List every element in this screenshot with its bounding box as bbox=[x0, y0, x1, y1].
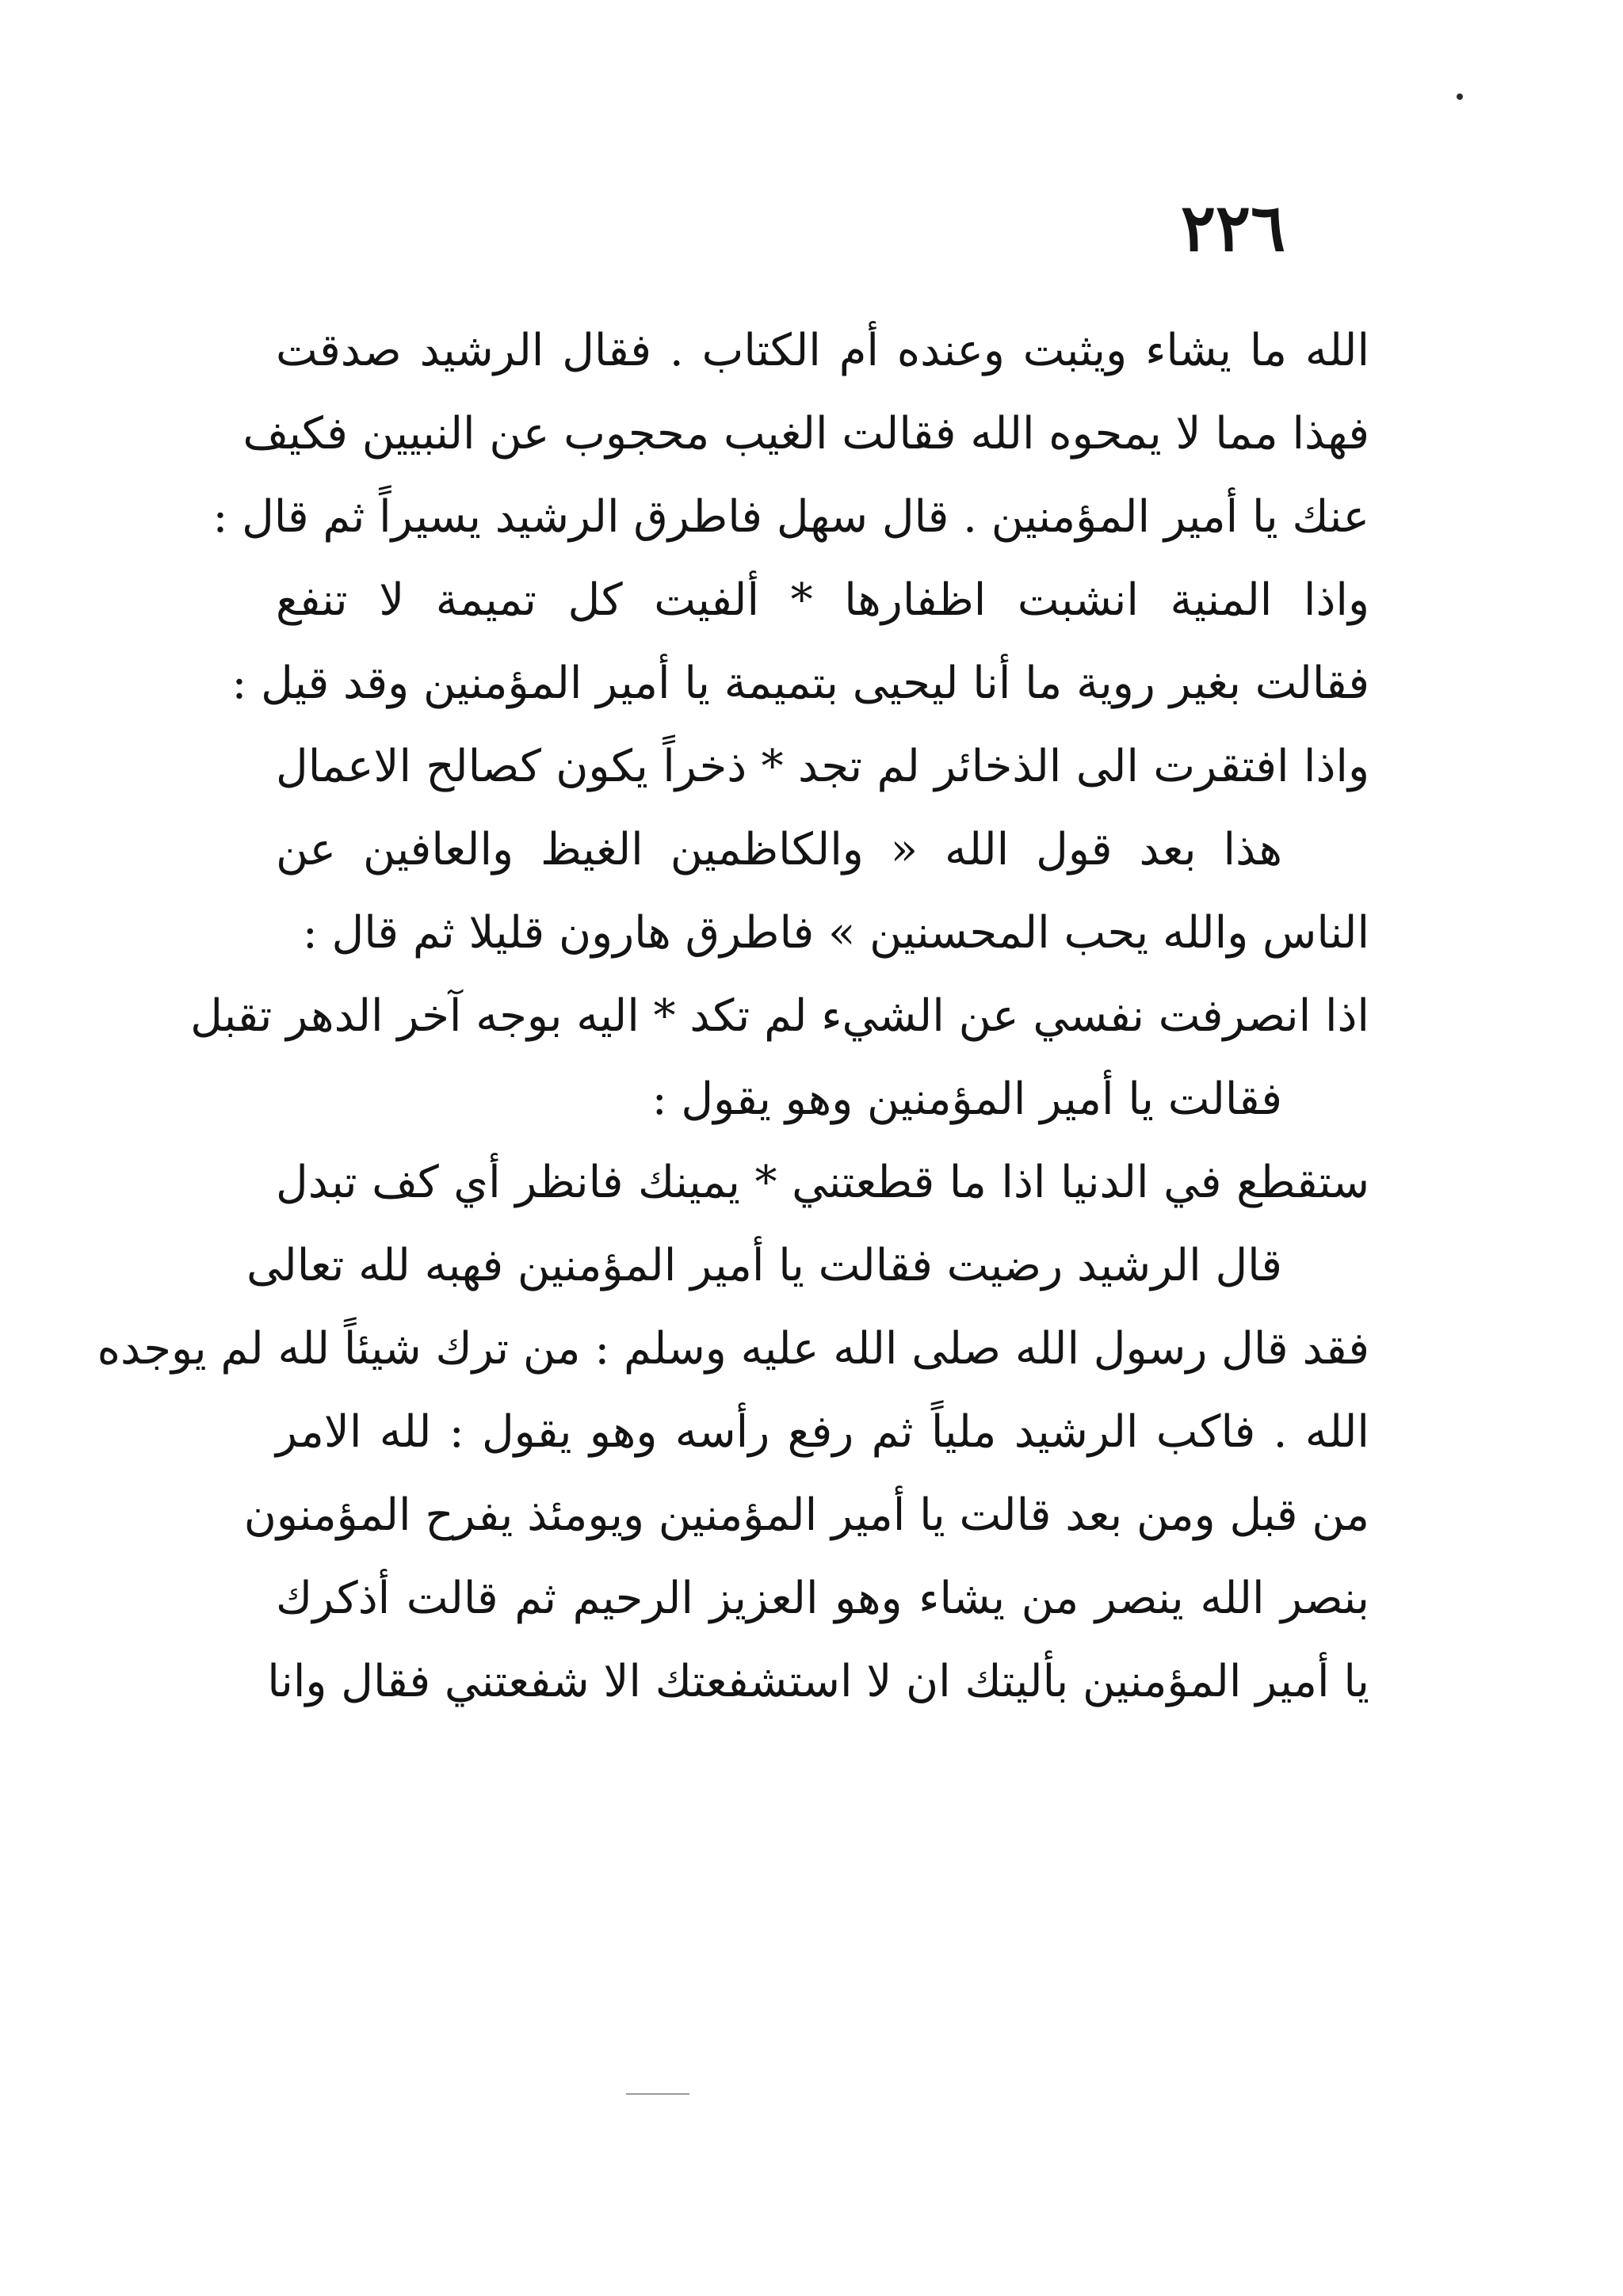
bottom-rule bbox=[626, 2093, 689, 2095]
verse-line: اذا انصرفت نفسي عن الشيء لم تكد * اليه بوجه آخر الدهر تقبل bbox=[190, 990, 1369, 1042]
text-line: قال الرشيد رضيت فقالت يا أمير المؤمنين فهبه لله تعالى bbox=[246, 1240, 1282, 1291]
text-line: الله ما يشاء ويثبت وعنده أم الكتاب . فقال الرشيد صدقت bbox=[276, 325, 1369, 376]
text-line: هذا بعد قول الله « والكاظمين الغيظ والعافين عن bbox=[276, 824, 1282, 875]
verse-line: ستقطع في الدنيا اذا ما قطعتني * يمينك فانظر أي كف تبدل bbox=[276, 1157, 1369, 1208]
text-line: يا أمير المؤمنين بأليتك ان لا استشفعتك الا شفعتني فقال وانا bbox=[267, 1656, 1369, 1707]
text-line: الناس والله يحب المحسنين » فاطرق هارون قليلا ثم قال : bbox=[302, 907, 1369, 959]
text-line: عنك يا أمير المؤمنين . قال سهل فاطرق الرشيد يسيراً ثم قال : bbox=[212, 491, 1369, 543]
text-line: فقالت بغير روية ما أنا ليحيى بتميمة يا أمير المؤمنين وقد قيل : bbox=[231, 658, 1369, 709]
page-number: ٢٢٦ bbox=[1181, 190, 1286, 266]
text-line: بنصر الله ينصر من يشاء وهو العزيز الرحيم ثم قالت أذكرك bbox=[276, 1573, 1369, 1624]
text-line: فهذا مما لا يمحوه الله فقالت الغيب محجوب عن النبيين فكيف bbox=[242, 408, 1369, 460]
text-line: فقالت يا أمير المؤمنين وهو يقول : bbox=[651, 1074, 1282, 1125]
text-line: فقد قال رسول الله صلى الله عليه وسلم : من ترك شيئاً لله لم يوجده bbox=[97, 1323, 1369, 1375]
text-line: من قبل ومن بعد قالت يا أمير المؤمنين ويومئذ يفرح المؤمنون bbox=[243, 1489, 1369, 1541]
body-text bbox=[97, 309, 1369, 1723]
verse-line: واذا المنية انشبت اظفارها * ألفيت كل تميمة لا تنفع bbox=[276, 574, 1369, 626]
verse-line: واذا افتقرت الى الذخائر لم تجد * ذخراً يكون كصالح الاعمال bbox=[276, 741, 1369, 792]
scan-speck bbox=[1457, 93, 1463, 100]
text-line: الله . فاكب الرشيد ملياً ثم رفع رأسه وهو يقول : لله الامر bbox=[276, 1406, 1369, 1458]
